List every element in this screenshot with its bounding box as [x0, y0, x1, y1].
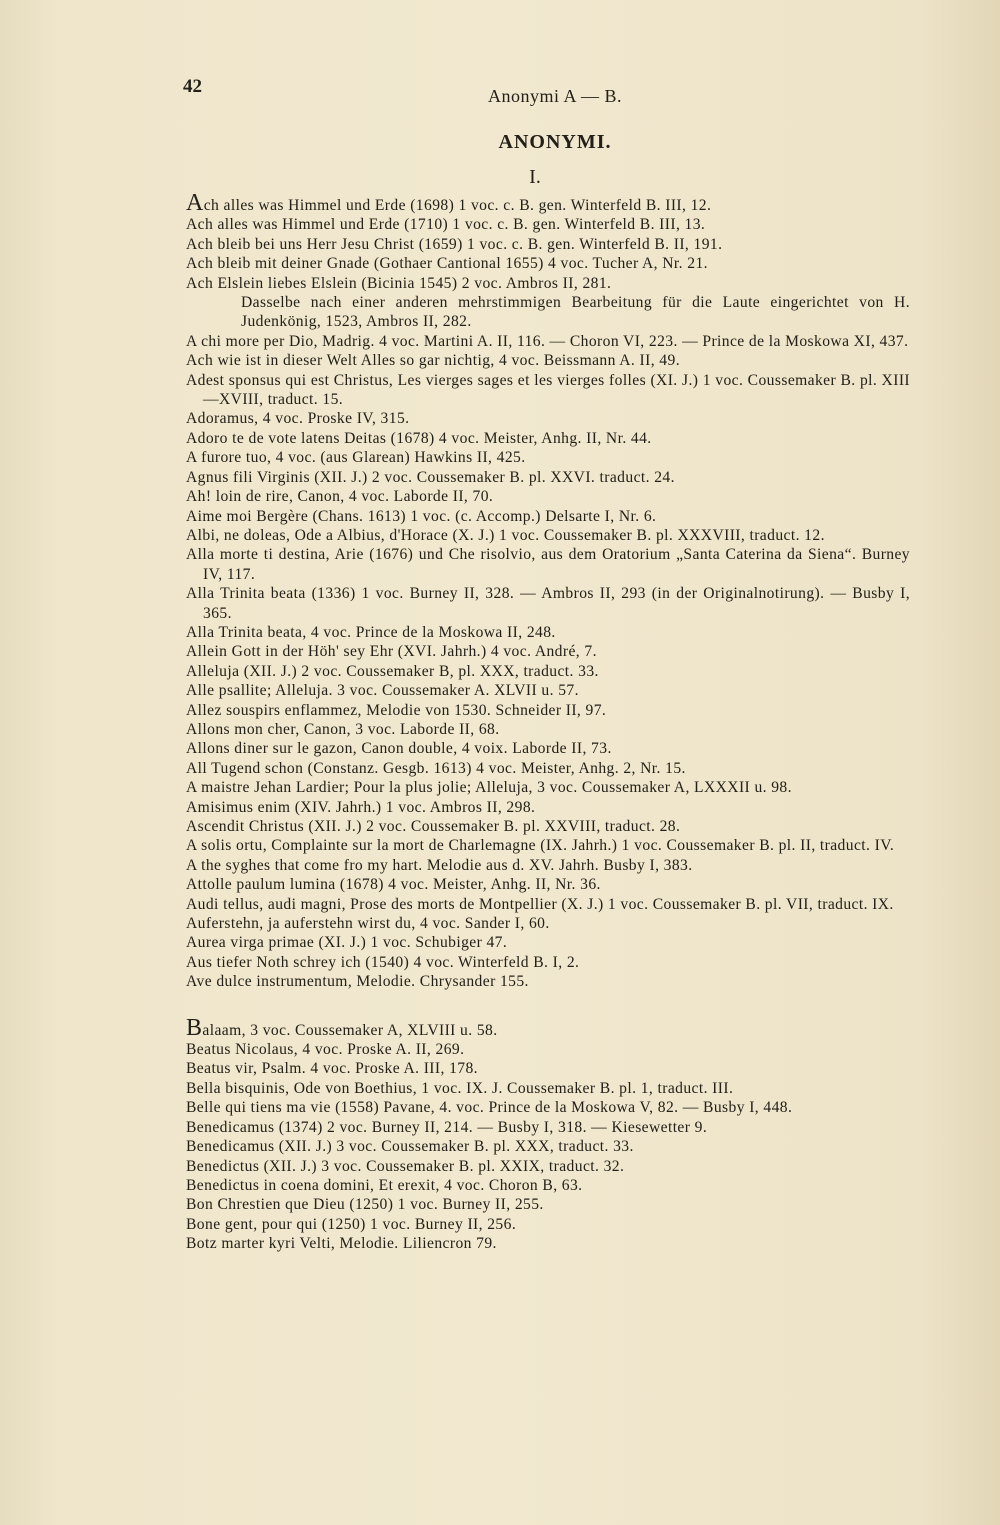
running-head: Anonymi A — B.	[487, 86, 623, 106]
index-entries	[186, 190, 910, 1254]
drop-cap: B	[186, 1014, 203, 1041]
index-entry: Albi, ne doleas, Ode a Albius, d'Horace (X. J.) 1 voc. Coussemaker B. pl. XXXVIII, traduct. 12.	[186, 526, 825, 544]
index-entry: All Tugend schon (Constanz. Gesgb. 1613) 4 voc. Meister, Anhg. 2, Nr. 15.	[186, 759, 686, 777]
index-entry: Beatus vir, Psalm. 4 voc. Proske A. III, 178.	[186, 1060, 478, 1078]
index-entry: Balaam, 3 voc. Coussemaker A, XLVIII u. 58.	[186, 1014, 498, 1041]
index-entry: Benedictus in coena domini, Et erexit, 4 voc. Choron B, 63.	[186, 1176, 583, 1194]
index-entry: Allein Gott in der Höh' sey Ehr (XVI. Jahrh.) 4 voc. André, 7.	[186, 643, 597, 661]
index-entry: Aime moi Bergère (Chans. 1613) 1 voc. (c. Accomp.) Delsarte I, Nr. 6.	[186, 507, 657, 525]
index-entry: Ach Elslein liebes Elslein (Bicinia 1545) 2 voc. Ambros II, 281.	[186, 274, 612, 292]
index-subentry: Dasselbe nach einer anderen mehrstimmigen Bearbeitung für die Laute eingerichtet von H. Judenkönig, 1523, Ambros II, 282.	[241, 294, 910, 331]
index-entry: Alla Trinita beata, 4 voc. Prince de la Moskowa II, 248.	[186, 623, 556, 641]
index-entry: Alleluja (XII. J.) 2 voc. Coussemaker B, pl. XXX, traduct. 33.	[186, 662, 599, 680]
subsection-numeral: I.	[529, 166, 541, 188]
index-entry: Agnus fili Virginis (XII. J.) 2 voc. Coussemaker B. pl. XXVI. traduct. 24.	[186, 468, 675, 486]
index-entry: A the syghes that come fro my hart. Melodie aus d. XV. Jahrh. Busby I, 383.	[186, 856, 693, 874]
index-entry: Ah! loin de rire, Canon, 4 voc. Laborde II, 70.	[186, 488, 494, 506]
index-entry: A solis ortu, Complainte sur la mort de Charlemagne (IX. Jahrh.) 1 voc. Coussemaker B. pl. II, traduct. IV.	[186, 837, 895, 855]
index-entry: Botz marter kyri Velti, Melodie. Liliencron 79.	[186, 1235, 497, 1253]
index-entry: Ach bleib mit deiner Gnade (Gothaer Cantional 1655) 4 voc. Tucher A, Nr. 21.	[186, 255, 708, 273]
index-entry: Ach bleib bei uns Herr Jesu Christ (1659) 1 voc. c. B. gen. Winterfeld B. II, 191.	[186, 235, 723, 253]
index-entry: Allez souspirs enflammez, Melodie von 1530. Schneider II, 97.	[186, 701, 607, 719]
index-entry: Ascendit Christus (XII. J.) 2 voc. Coussemaker B. pl. XXVIII, traduct. 28.	[186, 818, 681, 835]
index-entry: Amisimus enim (XIV. Jahrh.) 1 voc. Ambros II, 298.	[186, 798, 536, 816]
index-entry: Alla morte ti destina, Arie (1676) und Che risolvio, aus dem Oratorium „Santa Caterina da Siena“. Burney IV, 117.	[186, 546, 910, 583]
index-entry: Aus tiefer Noth schrey ich (1540) 4 voc. Winterfeld B. I, 2.	[186, 953, 580, 971]
index-entry: Attolle paulum lumina (1678) 4 voc. Meister, Anhg. II, Nr. 36.	[186, 876, 601, 894]
section-title: ANONYMI.	[498, 131, 612, 153]
page-number: 42	[183, 76, 202, 97]
index-entry: Benedictus (XII. J.) 3 voc. Coussemaker B. pl. XXIX, traduct. 32.	[186, 1157, 625, 1175]
index-entry: Beatus Nicolaus, 4 voc. Proske A. II, 269.	[186, 1041, 465, 1059]
index-entry: Ach alles was Himmel und Erde (1698) 1 voc. c. B. gen. Winterfeld B. III, 12.	[186, 190, 712, 216]
index-entry: Bon Chrestien que Dieu (1250) 1 voc. Burney II, 255.	[186, 1196, 544, 1214]
drop-cap: A	[186, 190, 204, 216]
index-entry: Ach alles was Himmel und Erde (1710) 1 voc. c. B. gen. Winterfeld B. III, 13.	[186, 216, 706, 234]
index-entry: Allons diner sur le gazon, Canon double, 4 voix. Laborde II, 73.	[186, 740, 612, 758]
index-entry: Ave dulce instrumentum, Melodie. Chrysander 155.	[186, 973, 529, 991]
index-entry: Alla Trinita beata (1336) 1 voc. Burney II, 328. — Ambros II, 293 (in der Originalnotirung). — Busby I, 365.	[186, 585, 910, 622]
index-entry: A furore tuo, 4 voc. (aus Glarean) Hawkins II, 425.	[186, 449, 526, 467]
index-entry: A chi more per Dio, Madrig. 4 voc. Martini A. II, 116. — Choron VI, 223. — Prince de la Moskowa XI, 437.	[186, 332, 909, 350]
index-entry: Alle psallite; Alleluja. 3 voc. Coussemaker A. XLVII u. 57.	[186, 682, 579, 700]
index-entry: Bella bisquinis, Ode von Boethius, 1 voc. IX. J. Coussemaker B. pl. 1, traduct. III.	[186, 1079, 734, 1097]
index-entry: Adest sponsus qui est Christus, Les vierges sages et les vierges folles (XI. J.) 1 voc. Coussemaker B. pl. XIII—XVIII, traduct. 15.	[186, 371, 910, 409]
section-gap	[186, 992, 910, 1021]
index-entry: Aurea virga primae (XI. J.) 1 voc. Schubiger 47.	[186, 934, 508, 952]
index-entry: Ach wie ist in dieser Welt Alles so gar nichtig, 4 voc. Beissmann A. II, 49.	[186, 352, 681, 370]
index-entry: Benedicamus (XII. J.) 3 voc. Coussemaker B. pl. XXX, traduct. 33.	[186, 1138, 634, 1156]
index-entry: Bone gent, pour qui (1250) 1 voc. Burney II, 256.	[186, 1215, 517, 1233]
index-entry: Allons mon cher, Canon, 3 voc. Laborde II, 68.	[186, 720, 500, 738]
index-entry: Auferstehn, ja auferstehn wirst du, 4 voc. Sander I, 60.	[186, 915, 550, 933]
index-entry: A maistre Jehan Lardier; Pour la plus jolie; Alleluja, 3 voc. Coussemaker A, LXXXII u. 98.	[186, 779, 792, 797]
index-entry: Adoro te de vote latens Deitas (1678) 4 voc. Meister, Anhg. II, Nr. 44.	[186, 429, 652, 447]
index-entry: Audi tellus, audi magni, Prose des morts de Montpellier (X. J.) 1 voc. Coussemaker B. pl. VII, traduct. IX.	[186, 895, 894, 913]
index-entry: Belle qui tiens ma vie (1558) Pavane, 4. voc. Prince de la Moskowa V, 82. — Busby I, 448.	[186, 1099, 793, 1117]
index-entry: Adoramus, 4 voc. Proske IV, 315.	[186, 410, 410, 428]
index-entry: Benedicamus (1374) 2 voc. Burney II, 214. — Busby I, 318. — Kiesewetter 9.	[186, 1118, 708, 1136]
